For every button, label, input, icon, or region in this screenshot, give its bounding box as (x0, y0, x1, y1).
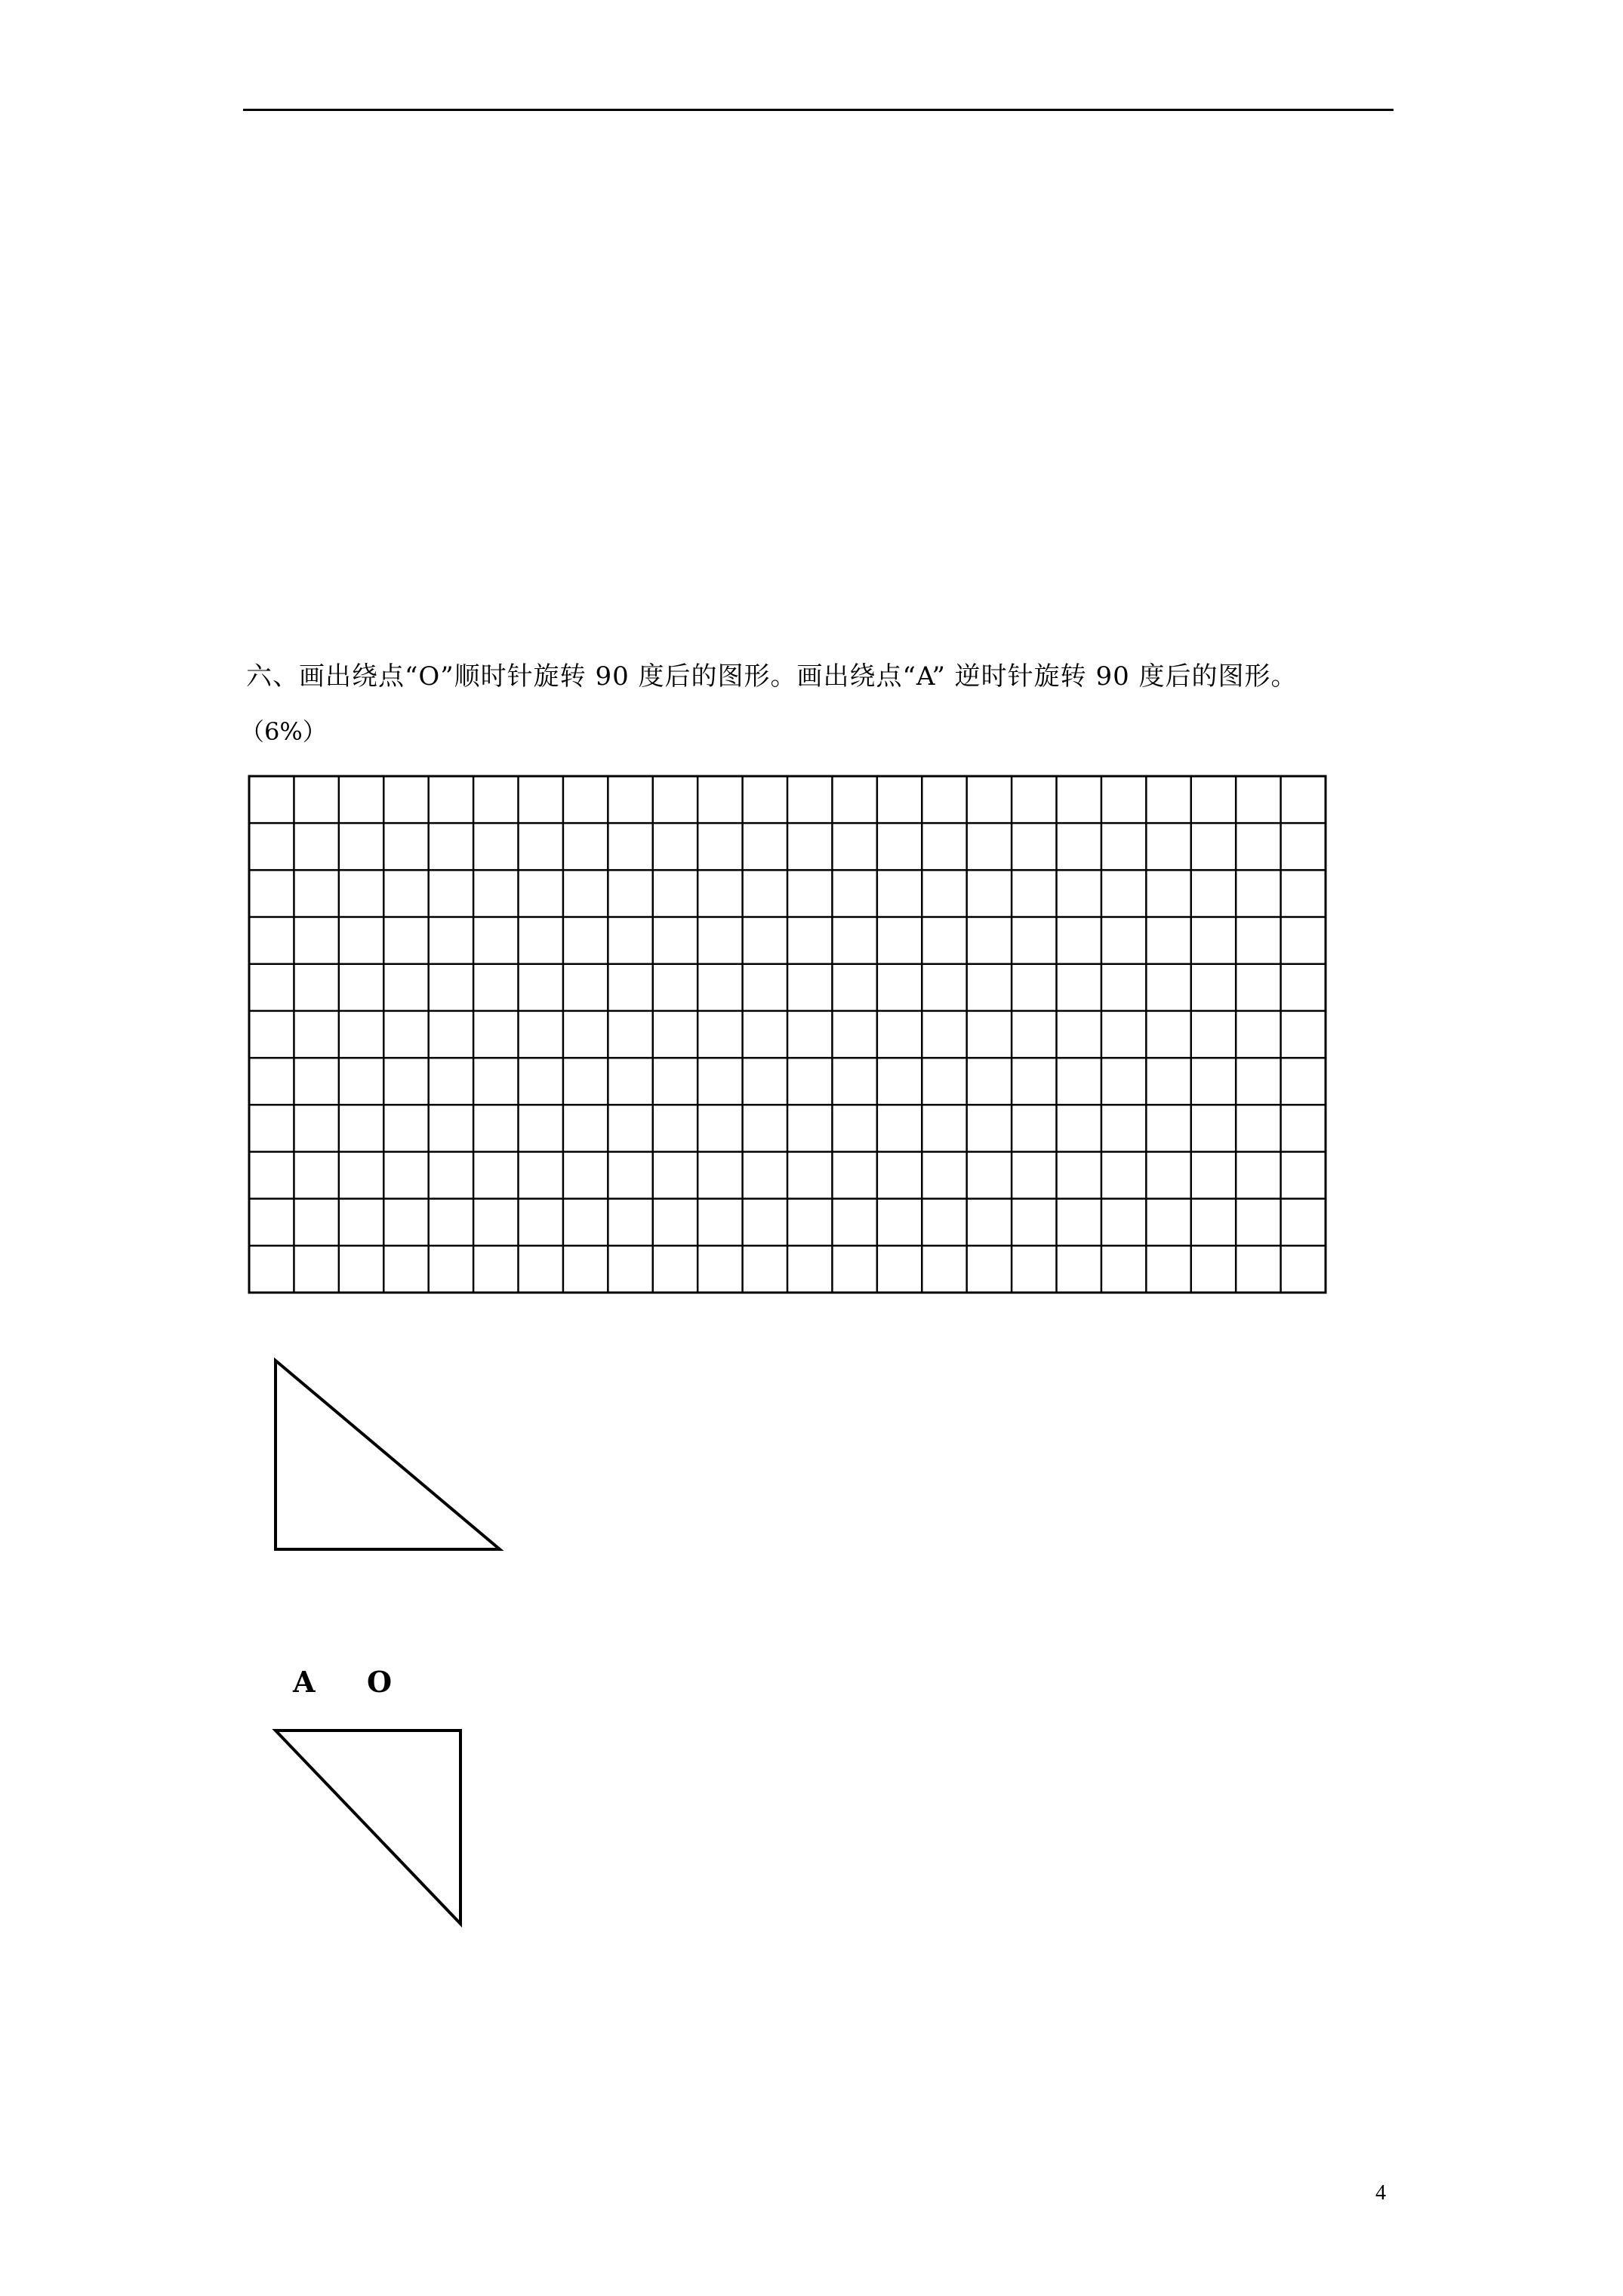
triangle-figure-2 (264, 1721, 476, 1933)
header-rule (243, 109, 1394, 111)
point-a-label: A (293, 1665, 316, 1699)
page-number: 4 (1375, 2181, 1386, 2205)
point-o-label: O (367, 1665, 393, 1699)
triangle-figure-1 (264, 1351, 513, 1555)
question-heading: 六、画出绕点“O”顺时针旋转 90 度后的图形。画出绕点“A” 逆时针旋转 90 度后的图形。 (246, 661, 1298, 692)
right-triangle-top (276, 1361, 500, 1549)
right-triangle-bottom (276, 1730, 460, 1924)
question-score: （6%） (240, 717, 327, 746)
square-grid (248, 775, 1330, 1296)
